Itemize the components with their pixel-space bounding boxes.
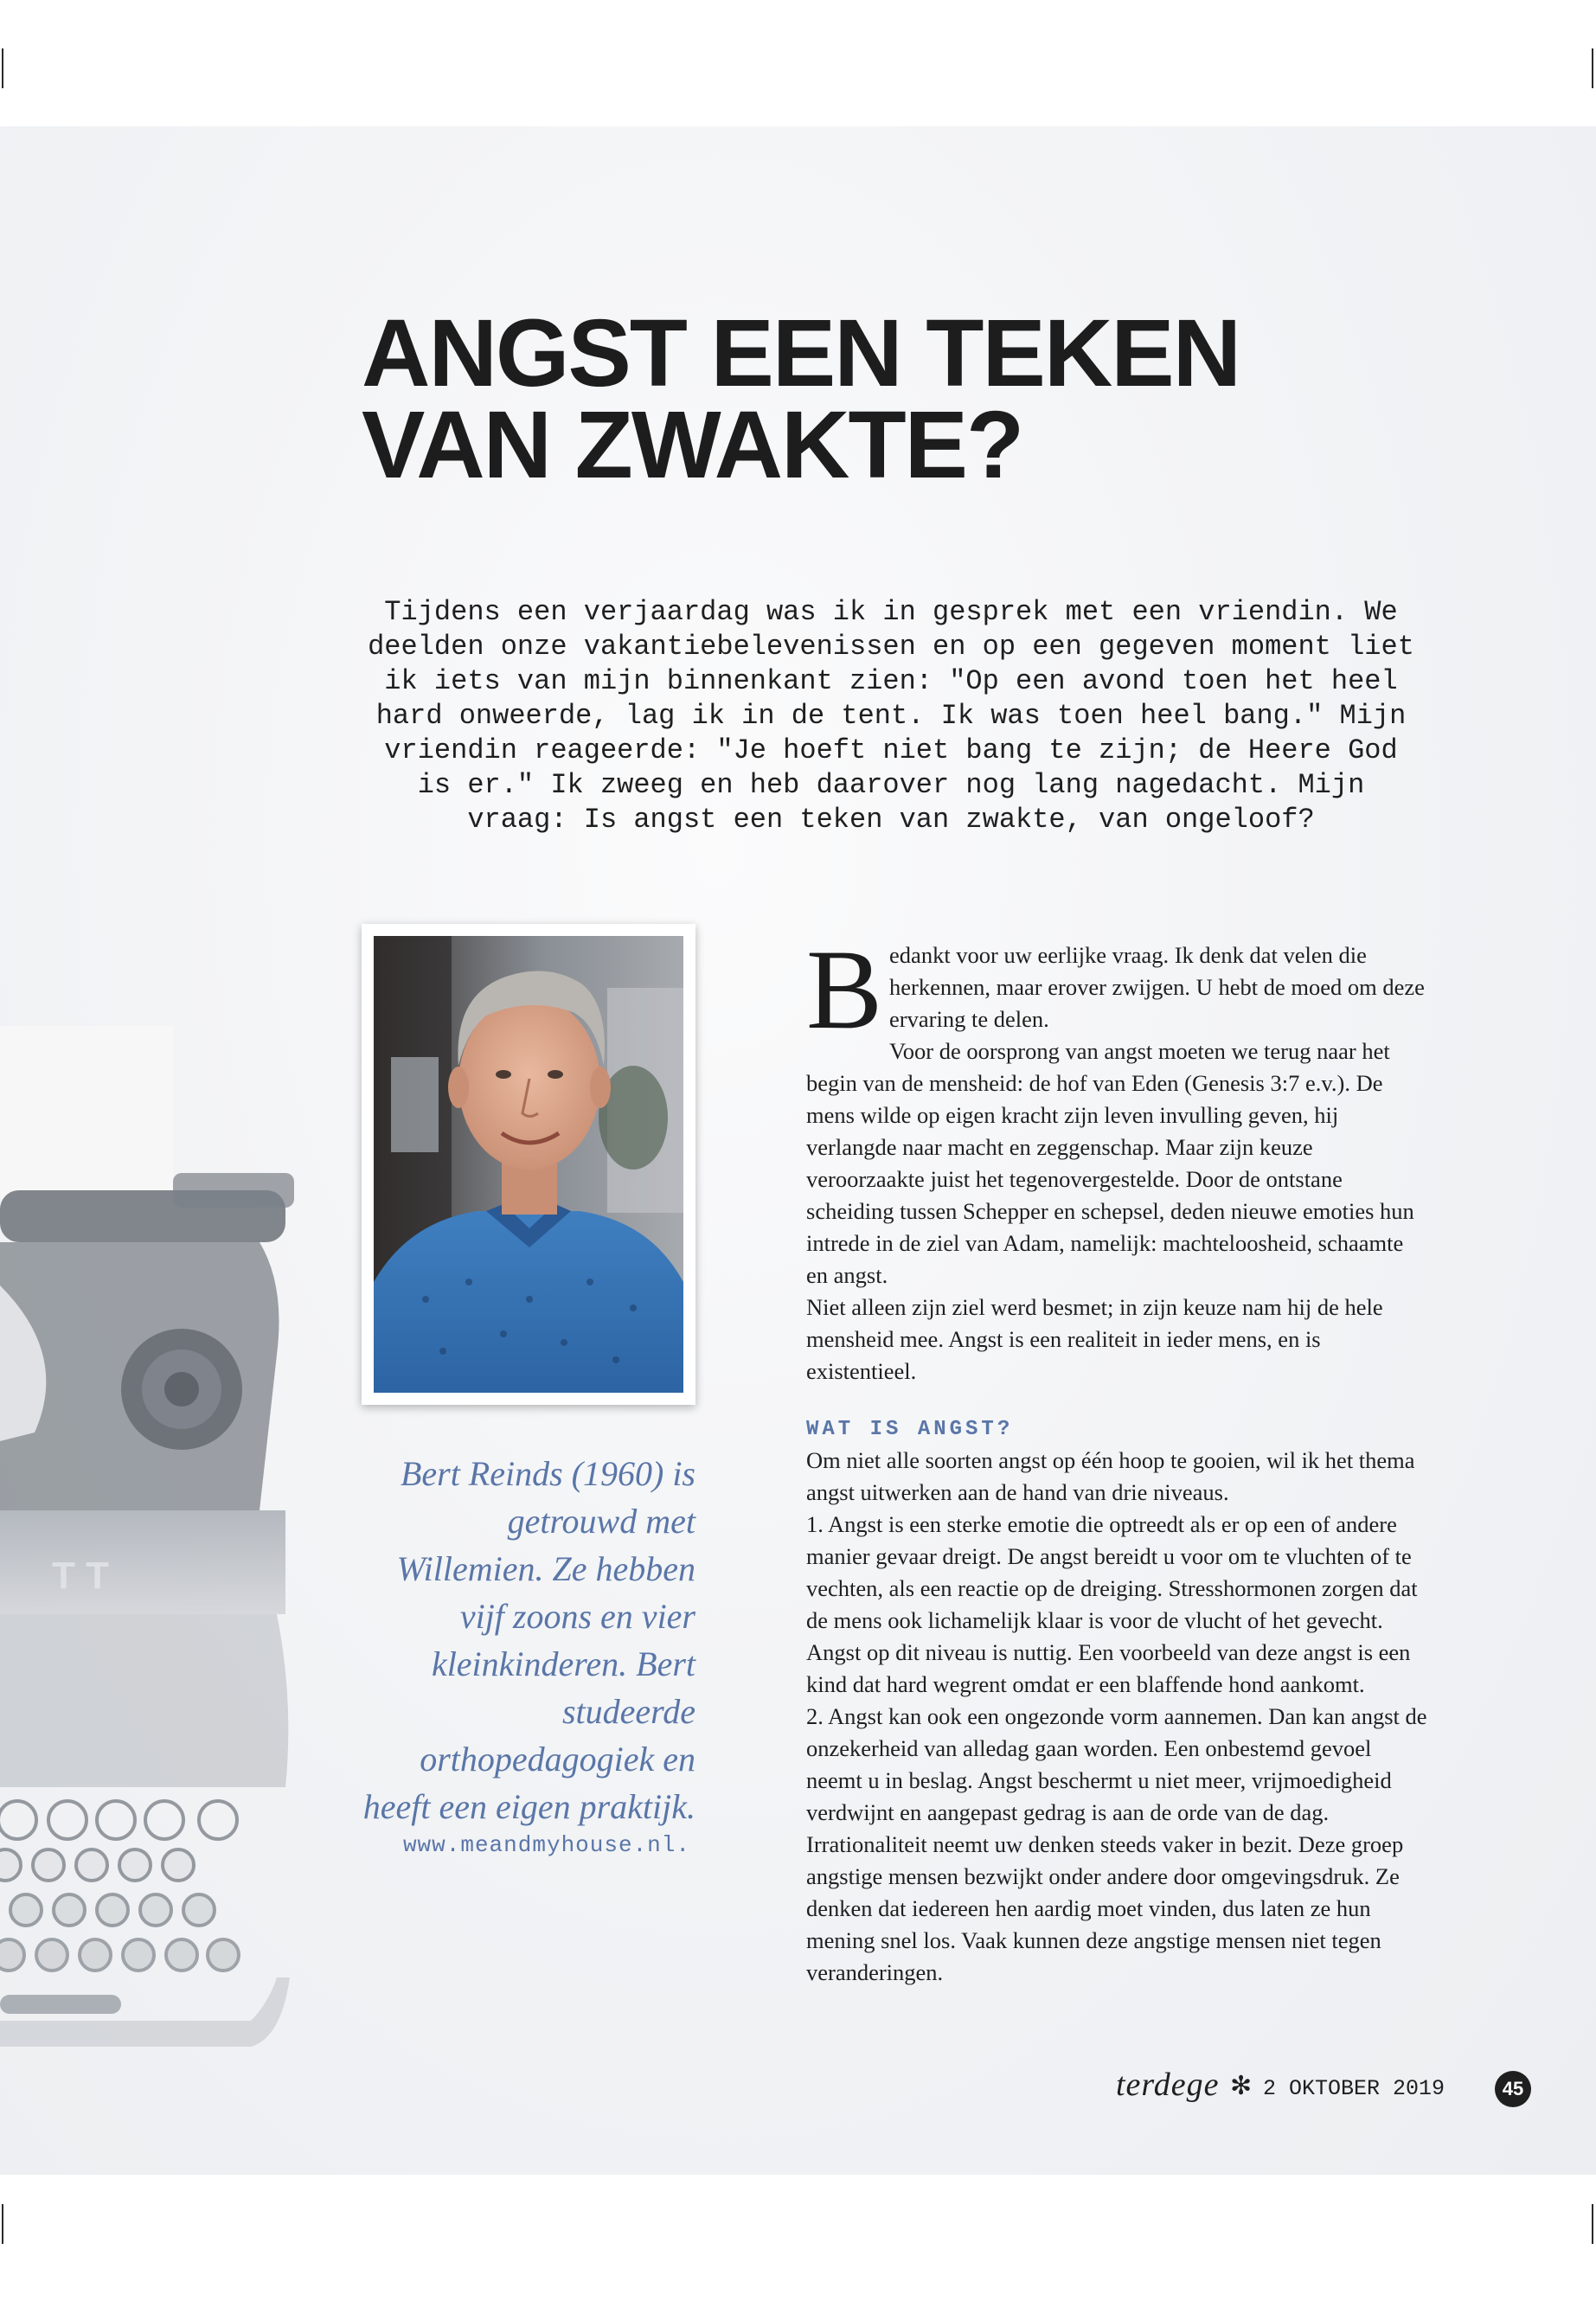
magazine-logo: terdege	[1116, 2067, 1220, 2103]
body-paragraph-3: Niet alleen zijn ziel werd besmet; in zijn keuze nam hij de hele mensheid mee. Angst is een realiteit in ieder mens, en is existentieel.	[806, 1294, 1383, 1384]
title-line-2: VAN ZWAKTE?	[362, 392, 1023, 498]
article-title	[362, 300, 1400, 498]
crop-mark-bottom-right	[1592, 2204, 1593, 2244]
svg-text:T T: T T	[52, 1554, 109, 1597]
issue-date: 2 OKTOBER 2019	[1263, 2076, 1445, 2101]
author-website-link[interactable]: www.meandmyhouse.nl.	[402, 1832, 690, 1858]
crop-mark-top-left	[2, 48, 3, 88]
article-body	[806, 926, 1429, 1989]
drop-cap: B	[806, 926, 883, 1053]
asterisk-icon: ✻	[1230, 2072, 1253, 2100]
body-paragraph-1-text: edankt voor uw eerlijke vraag. Ik denk dat velen die herkennen, maar erover zwijgen. U hebt de moed om deze ervaring te delen.	[889, 942, 1425, 1032]
author-photo	[374, 936, 683, 1393]
author-bio: Bert Reinds (1960) is getrouwd met Willemien. Ze hebben vijf zoons en vier kleinkinderen. Bert studeerde orthopedagogiek en heeft een eigen praktijk.	[362, 1454, 695, 1826]
body-paragraph-2: Voor de oorsprong van angst moeten we terug naar het begin van de mensheid: de hof van Eden (Genesis 3:7 e.v.). De mens wilde op eigen kracht zijn leven invulling geven, hij verlangde naar macht en zeggenschap. Maar zijn keuze veroorzaakte juist het tegenovergestelde. Door de ontstane scheiding tussen Schepper en schepsel, deden nieuwe emoties hun intrede in de ziel van Adam, namelijk: machteloosheid, schaamte en angst.	[806, 1038, 1414, 1288]
intro-question: Tijdens een verjaardag was ik in gesprek met een vriendin. We deelden onze vakantiebelevenissen en op een gegeven moment liet ik iets van mijn binnenkant zien: "Op een avond toen het heel hard onweerde, lag ik in de tent. Ik was toen heel bang." Mijn vriendin reageerde: "Je hoeft niet bang te zijn; de Heere God is er." Ik zweeg en heb daarover nog lang nagedacht. Mijn vraag: Is angst een teken van zwakte, van ongeloof?	[368, 596, 1414, 836]
section-subheading: WAT IS ANGST?	[806, 1418, 1014, 1441]
body-paragraph-1	[806, 926, 1429, 1053]
page-number-badge: 45	[1495, 2071, 1531, 2107]
typewriter-illustration	[0, 1026, 346, 2073]
page-footer	[1116, 2064, 1531, 2107]
title-line-1: ANGST EEN TEKEN	[362, 300, 1240, 407]
crop-mark-bottom-left	[2, 2204, 3, 2244]
body-paragraph-4: Om niet alle soorten angst op één hoop te gooien, wil ik het thema angst uitwerken aan de hand van drie niveaus.	[806, 1447, 1415, 1505]
body-paragraph-5: 1. Angst is een sterke emotie die optreedt als er op een of andere manier gevaar dreigt. De angst bereidt u voor om te vluchten of te vechten, als een reactie op de dreiging. Stresshormonen zorgen dat de mens ook lichamelijk klaar is voor de vlucht of het gevecht. Angst op dit niveau is nuttig. Een voorbeeld van deze angst is een kind dat hard wegrent omdat er een blaffende hond aankomt.	[806, 1511, 1418, 1697]
body-paragraph-6: 2. Angst kan ook een ongezonde vorm aannemen. Dan kan angst de onzekerheid van alledag gaan worden. Een onbestemd gevoel neemt u in beslag. Angst beschermt u niet meer, vrijmoedigheid verdwijnt en aangepast gedrag is aan de orde van de dag. Irrationaliteit neemt uw denken steeds vaker in bezit. Deze groep angstige mensen bezwijkt onder andere door omgevingsdruk. Ze denken dat iedereen hen aardig moet vinden, dus laten ze hun mening snel los. Vaak kunnen deze angstige mensen niet tegen veranderingen.	[806, 1703, 1427, 1985]
author-photo-frame	[362, 924, 695, 1405]
crop-mark-top-right	[1592, 48, 1593, 88]
magazine-page	[0, 126, 1596, 2175]
